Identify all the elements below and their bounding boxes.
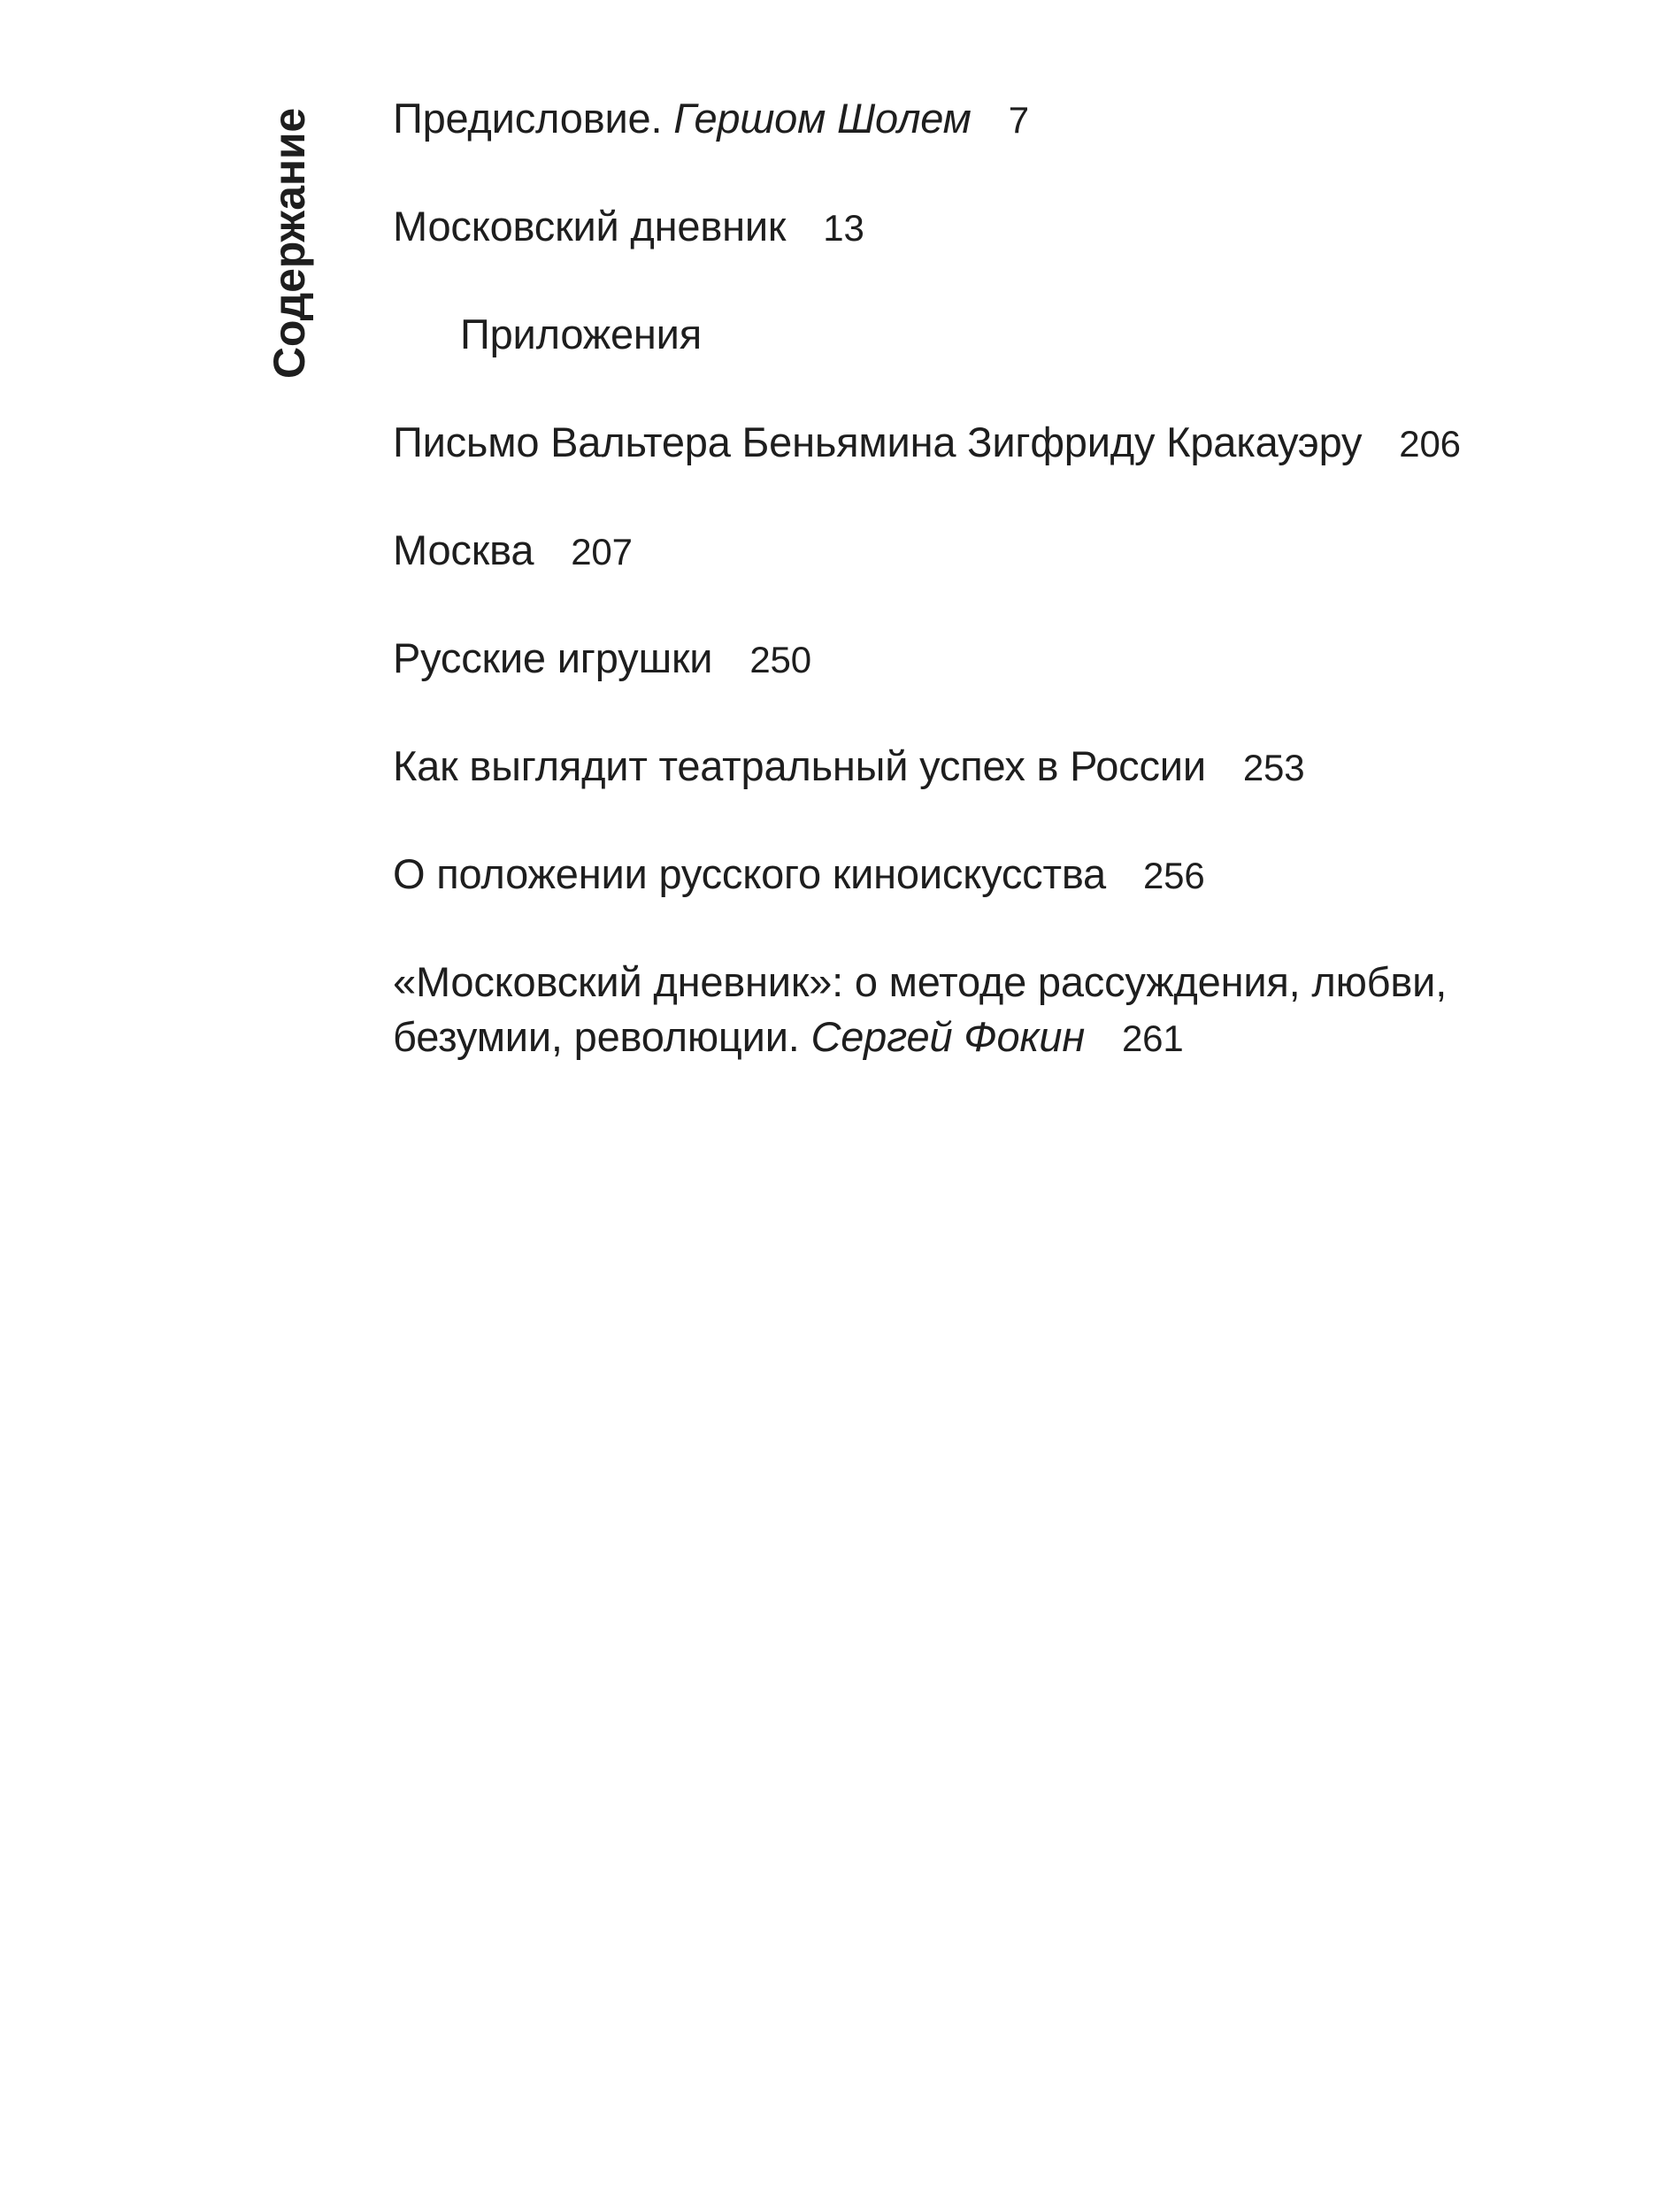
toc-entry-text: Русские игрушки bbox=[393, 634, 713, 681]
toc-entry-preface bbox=[393, 91, 1461, 148]
toc-list bbox=[393, 91, 1461, 1118]
toc-entry-text: Предисловие. bbox=[393, 95, 674, 142]
toc-entry-text: Письмо Вальтера Беньямина Зигфриду Кракауэру bbox=[393, 419, 1363, 465]
toc-entry-page-number: 253 bbox=[1242, 747, 1305, 788]
toc-entry-author: Гершом Шолем bbox=[673, 95, 972, 142]
toc-entry-page-number: 207 bbox=[571, 531, 633, 572]
toc-section-appendices bbox=[393, 307, 1461, 364]
toc-entry-afterword-fokin bbox=[393, 955, 1461, 1066]
toc-entry-page-number: 206 bbox=[1399, 423, 1461, 465]
toc-entry-author: Сергей Фокин bbox=[810, 1013, 1085, 1060]
toc-entry-moscow bbox=[393, 523, 1461, 580]
toc-entry-page-number: 7 bbox=[1008, 99, 1029, 141]
toc-entry-text: Приложения bbox=[460, 311, 702, 357]
contents-vertical-title: Содержание bbox=[265, 107, 314, 379]
toc-entry-text-line2 bbox=[393, 1010, 1461, 1066]
toc-entry-text: Московский дневник bbox=[393, 203, 787, 250]
toc-entry-text: О положении русского киноискусства bbox=[393, 850, 1106, 897]
toc-entry-text-line1: «Московский дневник»: о методе рассуждения, любви, bbox=[393, 958, 1448, 1005]
toc-entry-page-number: 261 bbox=[1122, 1018, 1184, 1059]
toc-entry-page-number: 13 bbox=[823, 207, 864, 249]
toc-entry-text: Как выглядит театральный успех в России bbox=[393, 742, 1206, 789]
toc-entry-page-number: 256 bbox=[1143, 855, 1205, 896]
toc-entry-russian-cinema bbox=[393, 847, 1461, 903]
toc-entry-text: безумии, революции. bbox=[393, 1013, 811, 1060]
toc-entry-moscow-diary bbox=[393, 199, 1461, 256]
toc-entry-russian-toys bbox=[393, 631, 1461, 687]
toc-entry-theatrical-success bbox=[393, 739, 1461, 795]
toc-entry-page-number: 250 bbox=[749, 639, 811, 680]
toc-entry-text: Москва bbox=[393, 526, 534, 573]
toc-entry-letter-kracauer bbox=[393, 415, 1461, 472]
